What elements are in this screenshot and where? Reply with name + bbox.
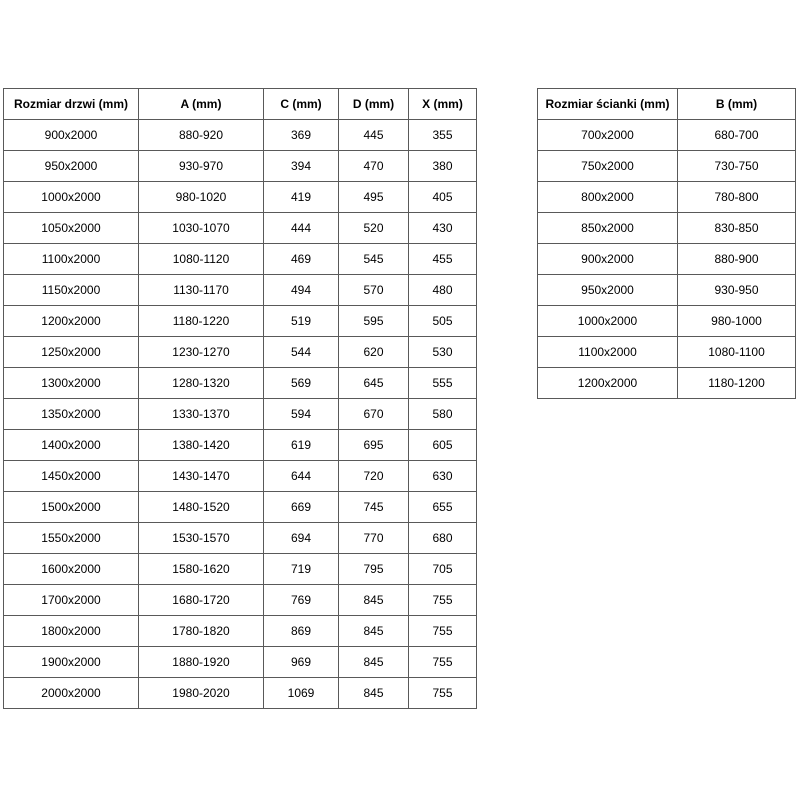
table-row — [4, 492, 477, 523]
table-cell: 1200x2000 — [4, 306, 139, 337]
table-row — [4, 368, 477, 399]
table-cell: 845 — [339, 585, 409, 616]
table-cell: 445 — [339, 120, 409, 151]
table-cell: 780-800 — [678, 182, 796, 213]
table-cell: 1300x2000 — [4, 368, 139, 399]
table-cell: 1100x2000 — [4, 244, 139, 275]
table-cell: 1450x2000 — [4, 461, 139, 492]
table-row — [4, 554, 477, 585]
table-row — [538, 182, 796, 213]
table-cell: 695 — [339, 430, 409, 461]
table-cell: 795 — [339, 554, 409, 585]
table-cell: 1400x2000 — [4, 430, 139, 461]
table-cell: 670 — [339, 399, 409, 430]
table-cell: 750x2000 — [538, 151, 678, 182]
table-cell: 755 — [409, 647, 477, 678]
table-cell: 1080-1120 — [139, 244, 264, 275]
table-cell: 769 — [264, 585, 339, 616]
table-cell: 1800x2000 — [4, 616, 139, 647]
table-cell: 1000x2000 — [4, 182, 139, 213]
door-size-table — [3, 88, 477, 709]
table-cell: 950x2000 — [538, 275, 678, 306]
table-cell: 1550x2000 — [4, 523, 139, 554]
table-cell: 1780-1820 — [139, 616, 264, 647]
table-cell: 570 — [339, 275, 409, 306]
table-cell: 900x2000 — [4, 120, 139, 151]
table-row — [4, 151, 477, 182]
table-cell: 800x2000 — [538, 182, 678, 213]
table-cell: 2000x2000 — [4, 678, 139, 709]
table-cell: 980-1000 — [678, 306, 796, 337]
table-cell: 520 — [339, 213, 409, 244]
table-cell: 405 — [409, 182, 477, 213]
table-row — [538, 275, 796, 306]
table-cell: 830-850 — [678, 213, 796, 244]
table-row — [538, 306, 796, 337]
column-header: Rozmiar drzwi (mm) — [4, 89, 139, 120]
table-cell: 705 — [409, 554, 477, 585]
table-row — [538, 120, 796, 151]
table-cell: 700x2000 — [538, 120, 678, 151]
table-row — [4, 275, 477, 306]
table-cell: 569 — [264, 368, 339, 399]
table-cell: 1600x2000 — [4, 554, 139, 585]
table-row — [4, 523, 477, 554]
table-cell: 850x2000 — [538, 213, 678, 244]
table-cell: 645 — [339, 368, 409, 399]
table-cell: 669 — [264, 492, 339, 523]
table-row — [4, 430, 477, 461]
table-cell: 355 — [409, 120, 477, 151]
table-cell: 755 — [409, 616, 477, 647]
column-header: D (mm) — [339, 89, 409, 120]
table-cell: 494 — [264, 275, 339, 306]
table-cell: 1880-1920 — [139, 647, 264, 678]
table-cell: 369 — [264, 120, 339, 151]
table-cell: 1200x2000 — [538, 368, 678, 399]
table-cell: 455 — [409, 244, 477, 275]
table-cell: 630 — [409, 461, 477, 492]
table-row — [4, 244, 477, 275]
table-row — [4, 213, 477, 244]
table-cell: 755 — [409, 585, 477, 616]
table-cell: 1430-1470 — [139, 461, 264, 492]
table-row — [4, 585, 477, 616]
table-row — [4, 182, 477, 213]
table-cell: 770 — [339, 523, 409, 554]
table-cell: 1680-1720 — [139, 585, 264, 616]
table-cell: 719 — [264, 554, 339, 585]
column-header: C (mm) — [264, 89, 339, 120]
table-cell: 745 — [339, 492, 409, 523]
wall-size-table — [537, 88, 796, 399]
table-cell: 880-900 — [678, 244, 796, 275]
table-cell: 1050x2000 — [4, 213, 139, 244]
table-cell: 1030-1070 — [139, 213, 264, 244]
table-cell: 1530-1570 — [139, 523, 264, 554]
table-cell: 1330-1370 — [139, 399, 264, 430]
table-cell: 620 — [339, 337, 409, 368]
table-cell: 1500x2000 — [4, 492, 139, 523]
table-row — [4, 647, 477, 678]
table-cell: 469 — [264, 244, 339, 275]
table-cell: 530 — [409, 337, 477, 368]
header-row — [4, 89, 477, 120]
table-cell: 394 — [264, 151, 339, 182]
table-cell: 900x2000 — [538, 244, 678, 275]
table-cell: 619 — [264, 430, 339, 461]
table-cell: 1350x2000 — [4, 399, 139, 430]
table-row — [538, 151, 796, 182]
table-cell: 519 — [264, 306, 339, 337]
table-cell: 1700x2000 — [4, 585, 139, 616]
table-cell: 694 — [264, 523, 339, 554]
table-cell: 595 — [339, 306, 409, 337]
table-cell: 430 — [409, 213, 477, 244]
header-row — [538, 89, 796, 120]
table-cell: 1980-2020 — [139, 678, 264, 709]
table-cell: 1480-1520 — [139, 492, 264, 523]
table-cell: 880-920 — [139, 120, 264, 151]
table-row — [4, 678, 477, 709]
table-cell: 680-700 — [678, 120, 796, 151]
table-row — [538, 368, 796, 399]
table-cell: 680 — [409, 523, 477, 554]
table-cell: 845 — [339, 616, 409, 647]
column-header: B (mm) — [678, 89, 796, 120]
table-cell: 930-950 — [678, 275, 796, 306]
table-cell: 869 — [264, 616, 339, 647]
table-row — [4, 399, 477, 430]
table-cell: 845 — [339, 647, 409, 678]
table-cell: 655 — [409, 492, 477, 523]
table-cell: 1100x2000 — [538, 337, 678, 368]
table-row — [4, 461, 477, 492]
table-cell: 930-970 — [139, 151, 264, 182]
table-cell: 1180-1200 — [678, 368, 796, 399]
table-cell: 950x2000 — [4, 151, 139, 182]
table-cell: 594 — [264, 399, 339, 430]
table-cell: 1900x2000 — [4, 647, 139, 678]
table-cell: 444 — [264, 213, 339, 244]
table-cell: 470 — [339, 151, 409, 182]
table-cell: 730-750 — [678, 151, 796, 182]
table-cell: 1280-1320 — [139, 368, 264, 399]
table-row — [538, 244, 796, 275]
table-row — [538, 337, 796, 368]
table-cell: 580 — [409, 399, 477, 430]
table-row — [4, 337, 477, 368]
table-cell: 1000x2000 — [538, 306, 678, 337]
table-cell: 969 — [264, 647, 339, 678]
table-cell: 605 — [409, 430, 477, 461]
table-cell: 845 — [339, 678, 409, 709]
table-cell: 544 — [264, 337, 339, 368]
table-cell: 980-1020 — [139, 182, 264, 213]
table-cell: 720 — [339, 461, 409, 492]
column-header: Rozmiar ścianki (mm) — [538, 89, 678, 120]
table-cell: 1250x2000 — [4, 337, 139, 368]
table-cell: 1069 — [264, 678, 339, 709]
table-cell: 1130-1170 — [139, 275, 264, 306]
table-row — [4, 616, 477, 647]
table-cell: 505 — [409, 306, 477, 337]
table-cell: 1180-1220 — [139, 306, 264, 337]
table-cell: 1380-1420 — [139, 430, 264, 461]
table-cell: 1150x2000 — [4, 275, 139, 306]
table-cell: 555 — [409, 368, 477, 399]
table-row — [4, 120, 477, 151]
table-cell: 755 — [409, 678, 477, 709]
table-row — [4, 306, 477, 337]
table-cell: 495 — [339, 182, 409, 213]
table-cell: 380 — [409, 151, 477, 182]
table-cell: 480 — [409, 275, 477, 306]
table-row — [538, 213, 796, 244]
table-cell: 1080-1100 — [678, 337, 796, 368]
table-cell: 644 — [264, 461, 339, 492]
table-cell: 1230-1270 — [139, 337, 264, 368]
table-cell: 1580-1620 — [139, 554, 264, 585]
column-header: A (mm) — [139, 89, 264, 120]
table-cell: 545 — [339, 244, 409, 275]
table-cell: 419 — [264, 182, 339, 213]
column-header: X (mm) — [409, 89, 477, 120]
